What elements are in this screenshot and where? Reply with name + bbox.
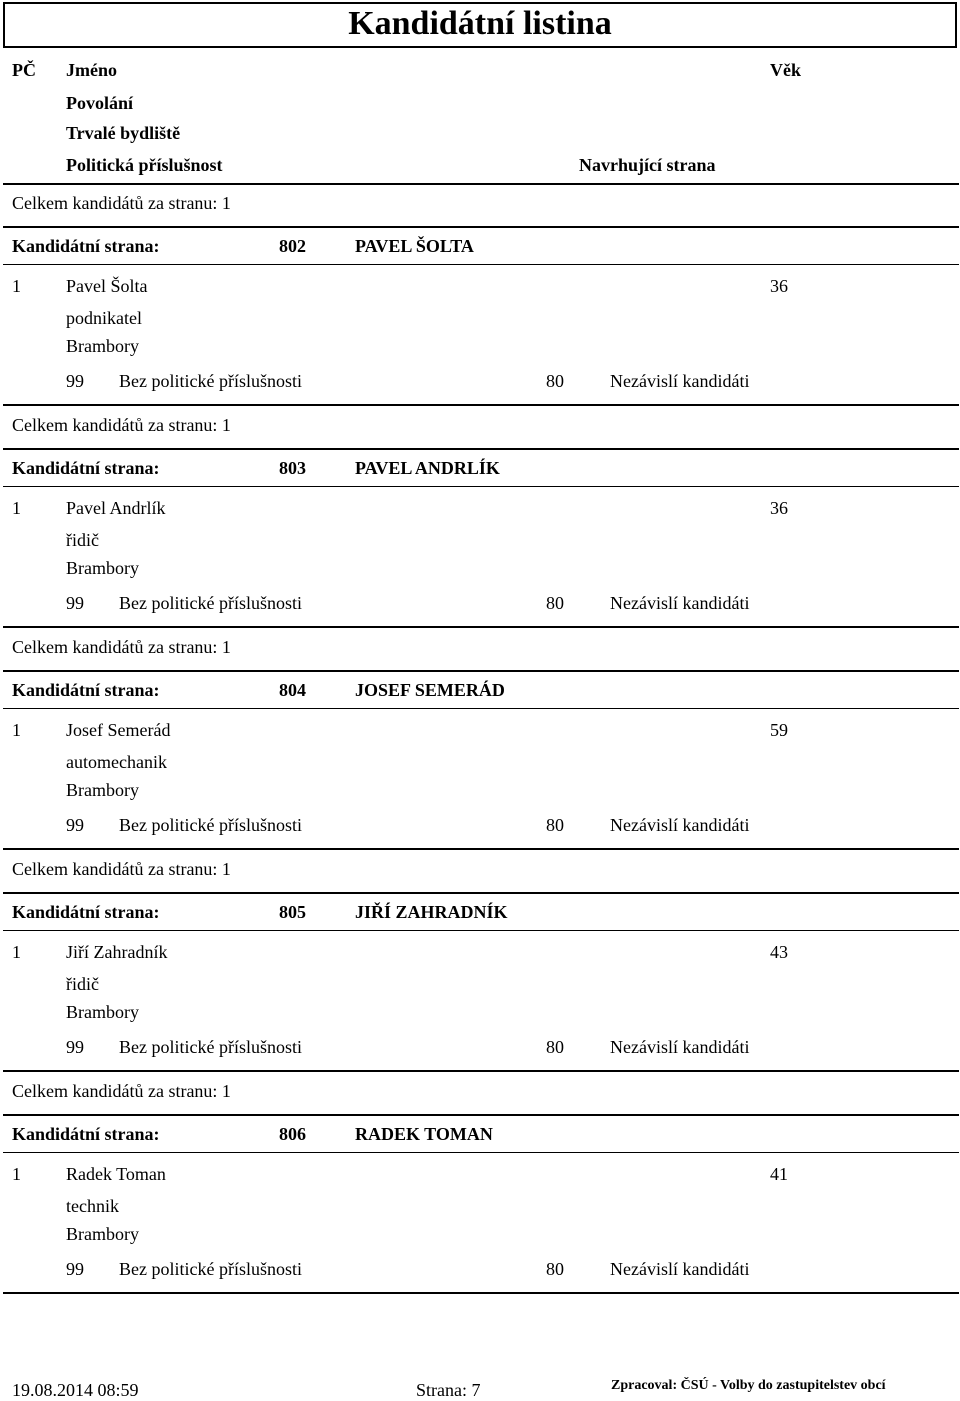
candidate-age: 41 (770, 1164, 788, 1184)
candidate-name: Pavel Šolta (66, 276, 148, 296)
party-label: Kandidátní strana: (12, 902, 160, 922)
candidate-occupation: řidič (66, 974, 99, 994)
party-total: Celkem kandidátů za stranu: 1 (12, 859, 231, 879)
candidate-name: Pavel Andrlík (66, 498, 166, 518)
candidate-order: 1 (12, 1164, 21, 1184)
party-divider-bottom (3, 1292, 959, 1294)
header-divider (3, 183, 959, 185)
candidate-order: 1 (12, 720, 21, 740)
proposer-code: 80 (546, 593, 564, 613)
party-name: PAVEL ŠOLTA (355, 236, 474, 256)
party-divider-top (3, 892, 959, 894)
party-divider-top (3, 448, 959, 450)
candidate-residence: Brambory (66, 558, 139, 578)
party-divider-sub (3, 486, 959, 487)
party-divider-top (3, 1114, 959, 1116)
header-bydliste: Trvalé bydliště (66, 123, 181, 143)
candidate-residence: Brambory (66, 1002, 139, 1022)
proposer-code: 80 (546, 815, 564, 835)
proposer: Nezávislí kandidáti (610, 815, 750, 835)
affiliation-code: 99 (66, 1259, 84, 1279)
party-total: Celkem kandidátů za stranu: 1 (12, 1081, 231, 1101)
affiliation: Bez politické příslušnosti (119, 815, 302, 835)
candidate-name: Radek Toman (66, 1164, 166, 1184)
candidate-order: 1 (12, 498, 21, 518)
party-divider-bottom (3, 848, 959, 850)
party-divider-bottom (3, 626, 959, 628)
party-label: Kandidátní strana: (12, 1124, 160, 1144)
header-navrhujici: Navrhující strana (579, 155, 716, 175)
party-name: RADEK TOMAN (355, 1124, 493, 1144)
affiliation-code: 99 (66, 593, 84, 613)
party-label: Kandidátní strana: (12, 458, 160, 478)
party-label: Kandidátní strana: (12, 236, 160, 256)
party-number: 804 (279, 680, 306, 700)
party-number: 803 (279, 458, 306, 478)
affiliation: Bez politické příslušnosti (119, 1259, 302, 1279)
party-name: JOSEF SEMERÁD (355, 680, 505, 700)
affiliation: Bez politické příslušnosti (119, 593, 302, 613)
party-name: JIŘÍ ZAHRADNÍK (355, 902, 508, 922)
candidate-order: 1 (12, 276, 21, 296)
candidate-age: 43 (770, 942, 788, 962)
candidate-occupation: řidič (66, 530, 99, 550)
party-number: 802 (279, 236, 306, 256)
party-name: PAVEL ANDRLÍK (355, 458, 500, 478)
header-jmeno: Jméno (66, 60, 117, 80)
proposer: Nezávislí kandidáti (610, 593, 750, 613)
party-divider-top (3, 670, 959, 672)
affiliation-code: 99 (66, 815, 84, 835)
affiliation-code: 99 (66, 1037, 84, 1057)
candidate-occupation: technik (66, 1196, 119, 1216)
header-pc: PČ (12, 60, 36, 80)
candidate-age: 59 (770, 720, 788, 740)
candidate-residence: Brambory (66, 1224, 139, 1244)
candidate-name: Jiří Zahradník (66, 942, 168, 962)
candidate-occupation: podnikatel (66, 308, 142, 328)
candidate-occupation: automechanik (66, 752, 167, 772)
party-number: 806 (279, 1124, 306, 1144)
proposer-code: 80 (546, 1259, 564, 1279)
affiliation: Bez politické příslušnosti (119, 371, 302, 391)
party-divider-bottom (3, 404, 959, 406)
party-divider-bottom (3, 1070, 959, 1072)
party-divider-sub (3, 1152, 959, 1153)
header-vek: Věk (770, 60, 801, 80)
footer-page: Strana: 7 (416, 1380, 481, 1400)
proposer-code: 80 (546, 1037, 564, 1057)
party-divider-sub (3, 708, 959, 709)
first-total: Celkem kandidátů za stranu: 1 (12, 193, 231, 213)
candidate-residence: Brambory (66, 780, 139, 800)
candidate-age: 36 (770, 276, 788, 296)
party-label: Kandidátní strana: (12, 680, 160, 700)
affiliation-code: 99 (66, 371, 84, 391)
candidate-age: 36 (770, 498, 788, 518)
candidate-residence: Brambory (66, 336, 139, 356)
footer-datetime: 19.08.2014 08:59 (12, 1380, 139, 1400)
footer-processed-by: Zpracoval: ČSÚ - Volby do zastupitelstev obcí (611, 1378, 886, 1393)
header-povolani: Povolání (66, 93, 134, 113)
candidate-name: Josef Semerád (66, 720, 171, 740)
party-total: Celkem kandidátů za stranu: 1 (12, 415, 231, 435)
proposer-code: 80 (546, 371, 564, 391)
candidate-order: 1 (12, 942, 21, 962)
party-divider-sub (3, 264, 959, 265)
proposer: Nezávislí kandidáti (610, 1037, 750, 1057)
affiliation: Bez politické příslušnosti (119, 1037, 302, 1057)
party-number: 805 (279, 902, 306, 922)
header-prislusnost: Politická příslušnost (66, 155, 223, 175)
proposer: Nezávislí kandidáti (610, 371, 750, 391)
page-title: Kandidátní listina (348, 5, 612, 42)
proposer: Nezávislí kandidáti (610, 1259, 750, 1279)
party-total: Celkem kandidátů za stranu: 1 (12, 637, 231, 657)
party-divider-sub (3, 930, 959, 931)
party-divider-top (3, 226, 959, 228)
